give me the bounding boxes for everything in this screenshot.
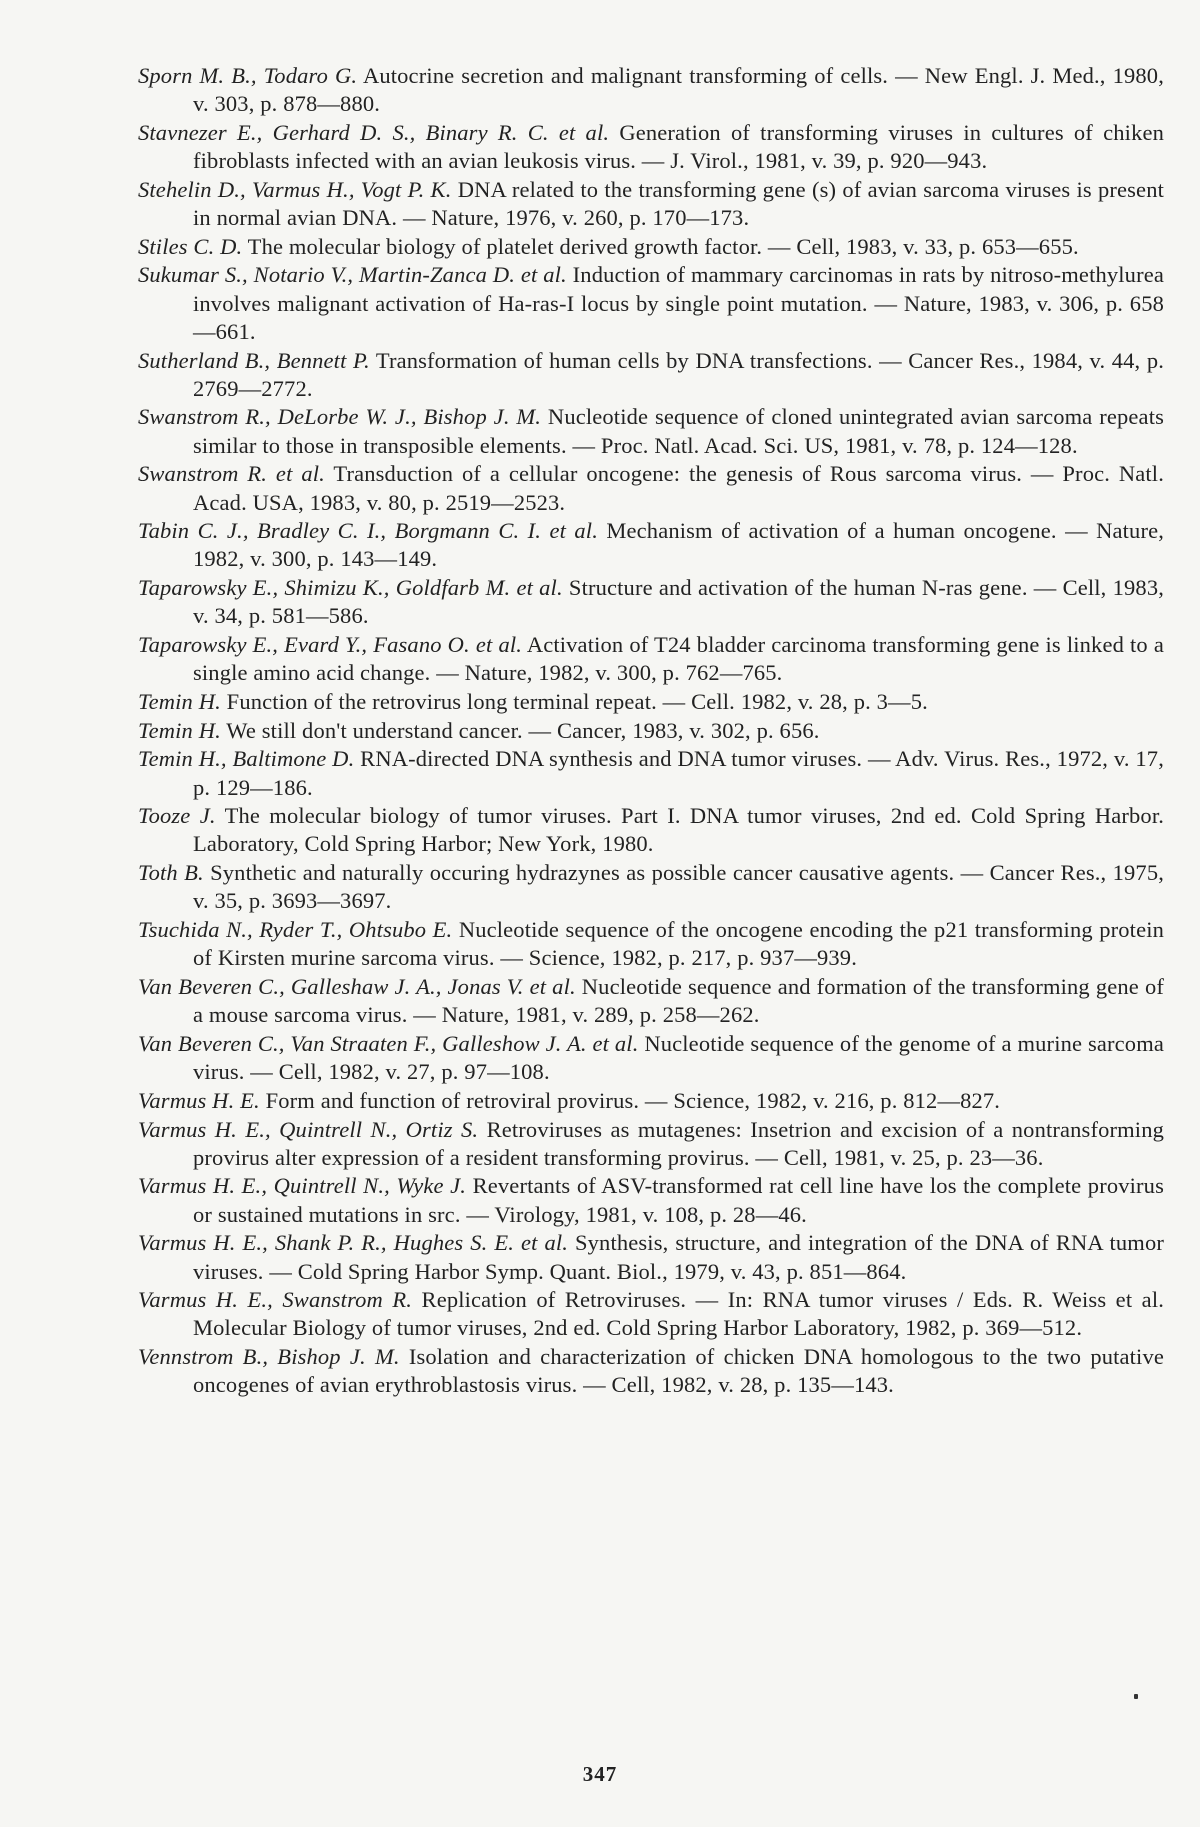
reference-entry [138, 973, 1164, 1029]
reference-text: Induction of mammary carcinomas in rats by nitroso-methylurea involves malignant activation of Ha-ras-I locus by single point mutation. — Nature, 1983, v. 306, p. 658—661. [193, 262, 1164, 344]
reference-text: Revertants of ASV-transformed rat cell line have los the complete provirus or sustained mutations in src. — Virology, 1981, v. 108, p. 28—46. [193, 1173, 1164, 1227]
reference-authors: Temin H. [138, 717, 221, 743]
reference-entry [138, 347, 1164, 403]
reference-authors: Tabin C. J., Bradley C. I., Borgmann C. I. et al. [138, 518, 598, 544]
reference-authors: Varmus H. E. [138, 1087, 260, 1113]
reference-authors: Temin H. [138, 688, 221, 714]
reference-authors: Sukumar S., Notario V., Martin-Zanca D. et al. [138, 262, 567, 288]
reference-text: Synthesis, structure, and integration of the DNA of RNA tumor viruses. — Cold Spring Harbor Symp. Quant. Biol., 1979, v. 43, p. 851—864. [193, 1230, 1164, 1284]
reference-entry [138, 1087, 1164, 1115]
reference-authors: Swanstrom R., DeLorbe W. J., Bishop J. M. [138, 404, 542, 430]
reference-authors: Varmus H. E., Shank P. R., Hughes S. E. et al. [138, 1230, 569, 1256]
reference-entry [138, 745, 1164, 801]
reference-text: Mechanism of activation of a human oncogene. — Nature, 1982, v. 300, p. 143—149. [193, 518, 1164, 572]
reference-text: The molecular biology of tumor viruses. Part I. DNA tumor viruses, 2nd ed. Cold Spring Harbor. Laboratory, Cold Spring Harbor; New York, 1980. [193, 803, 1164, 857]
reference-entry [138, 1229, 1164, 1285]
reference-authors: Taparowsky E., Evard Y., Fasano O. et al. [138, 632, 523, 658]
reference-text: Autocrine secretion and malignant transforming of cells. — New Engl. J. Med., 1980, v. 303, p. 878—880. [193, 63, 1164, 117]
reference-text: Nucleotide sequence of the genome of a murine sarcoma virus. — Cell, 1982, v. 27, p. 97—108. [193, 1030, 1164, 1085]
reference-text: The molecular biology of platelet derived growth factor. — Cell, 1983, v. 33, p. 653—655. [242, 233, 1079, 259]
reference-entry [138, 261, 1164, 346]
print-speck [1134, 1694, 1138, 1699]
reference-text: Form and function of retroviral provirus. — Science, 1982, v. 216, p. 812—827. [259, 1087, 1001, 1113]
reference-entry [138, 176, 1164, 232]
reference-authors: Stavnezer E., Gerhard D. S., Binary R. C. et al. [138, 119, 610, 145]
reference-list [138, 62, 1164, 1400]
reference-text: Nucleotide sequence and formation of the transforming gene of a mouse sarcoma virus. — Nature, 1981, v. 289, p. 258—262. [193, 974, 1164, 1028]
reference-text: Generation of transforming viruses in cultures of chiken fibroblasts infected with an avian leukosis virus. — J. Virol., 1981, v. 39, p. 920—943. [193, 119, 1165, 174]
reference-authors: Sporn M. B., Todaro G. [138, 63, 358, 88]
reference-text: RNA-directed DNA synthesis and DNA tumor viruses. — Adv. Virus. Res., 1972, v. 17, p. 129—186. [193, 746, 1164, 800]
reference-entry [138, 517, 1164, 573]
reference-entry [138, 62, 1164, 118]
reference-entry [138, 1030, 1164, 1086]
reference-authors: Stehelin D., Varmus H., Vogt P. K. [138, 176, 452, 202]
reference-text: Transduction of a cellular oncogene: the genesis of Rous sarcoma virus. — Proc. Natl. Acad. USA, 1983, v. 80, p. 2519—2523. [193, 461, 1164, 515]
reference-text: Structure and activation of the human N-ras gene. — Cell, 1983, v. 34, p. 581—586. [193, 575, 1164, 629]
reference-text: Isolation and characterization of chicken DNA homologous to the two putative oncogenes of avian erythroblastosis virus. — Cell, 1982, v. 28, p. 135—143. [193, 1344, 1164, 1398]
reference-authors: Vennstrom B., Bishop J. M. [138, 1344, 400, 1370]
reference-authors: Stiles C. D. [138, 233, 243, 259]
reference-text: Synthetic and naturally occuring hydrazynes as possible cancer causative agents. — Cancer Res., 1975, v. 35, p. 3693—3697. [193, 860, 1164, 914]
reference-text: Function of the retrovirus long terminal repeat. — Cell. 1982, v. 28, p. 3—5. [220, 688, 928, 714]
reference-authors: Tooze J. [138, 803, 216, 829]
reference-authors: Temin H., Baltimone D. [138, 746, 355, 772]
reference-authors: Van Beveren C., Van Straaten F., Galleshow J. A. et al. [138, 1030, 639, 1056]
reference-entry [138, 403, 1164, 459]
reference-entry [138, 119, 1164, 175]
reference-authors: Varmus H. E., Quintrell N., Wyke J. [138, 1173, 467, 1199]
reference-authors: Varmus H. E., Quintrell N., Ortiz S. [138, 1116, 479, 1142]
reference-text: Retroviruses as mutagenes: Insetrion and excision of a nontransforming provirus alter expression of a resident transforming provirus. — Cell, 1981, v. 25, p. 23—36. [193, 1116, 1164, 1170]
reference-entry [138, 574, 1164, 630]
reference-authors: Sutherland B., Bennett P. [138, 347, 370, 373]
reference-authors: Tsuchida N., Ryder T., Ohtsubo E. [138, 917, 453, 943]
reference-entry [138, 717, 1164, 745]
reference-entry [138, 802, 1164, 858]
reference-text: Replication of Retroviruses. — In: RNA tumor viruses / Eds. R. Weiss et al. Molecular Biology of tumor viruses, 2nd ed. Cold Spring Harbor Laboratory, 1982, p. 369—512. [193, 1287, 1164, 1341]
reference-authors: Varmus H. E., Swanstrom R. [138, 1287, 413, 1313]
reference-text: DNA related to the transforming gene (s) of avian sarcoma viruses is present in normal avian DNA. — Nature, 1976, v. 260, p. 170—173. [193, 176, 1164, 231]
reference-authors: Van Beveren C., Galleshaw J. A., Jonas V. et al. [138, 974, 576, 999]
reference-entry [138, 233, 1164, 261]
reference-text: Transformation of human cells by DNA transfections. — Cancer Res., 1984, v. 44, p. 2769—2772. [193, 347, 1164, 401]
reference-text: Nucleotide sequence of the oncogene encoding the p21 transforming protein of Kirsten murine sarcoma virus. — Science, 1982, p. 217, p. 937—939. [193, 917, 1165, 971]
reference-entry [138, 1343, 1164, 1399]
reference-entry [138, 631, 1164, 687]
reference-entry [138, 859, 1164, 915]
reference-entry [138, 688, 1164, 716]
reference-entry [138, 460, 1164, 516]
reference-entry [138, 1172, 1164, 1228]
reference-entry [138, 1286, 1164, 1342]
reference-authors: Toth B. [138, 860, 204, 886]
reference-authors: Swanstrom R. et al. [138, 461, 325, 487]
reference-entry [138, 916, 1164, 972]
reference-text: Activation of T24 bladder carcinoma transforming gene is linked to a single amino acid change. — Nature, 1982, v. 300, p. 762—765. [193, 632, 1164, 686]
page-number: 347 [582, 1762, 618, 1786]
reference-text: Nucleotide sequence of cloned unintegrated avian sarcoma repeats similar to those in transposible elements. — Proc. Natl. Acad. Sci. US, 1981, v. 78, p. 124—128. [193, 404, 1164, 458]
reference-authors: Taparowsky E., Shimizu K., Goldfarb M. et al. [138, 575, 563, 601]
reference-entry [138, 1116, 1164, 1172]
reference-text: We still don't understand cancer. — Cancer, 1983, v. 302, p. 656. [220, 717, 820, 743]
